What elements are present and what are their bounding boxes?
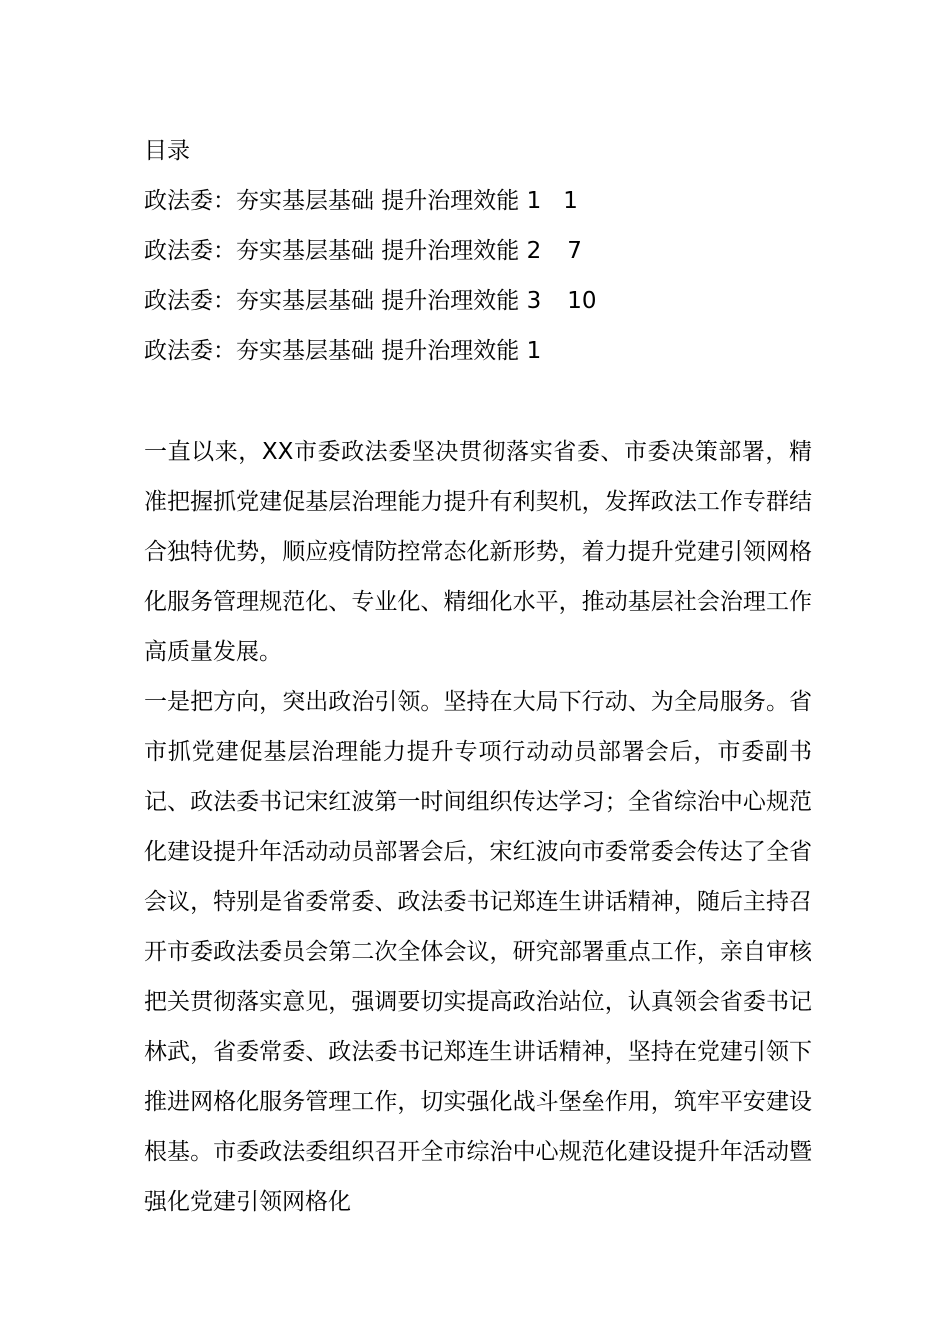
document-body <box>144 427 812 1227</box>
toc-entry[interactable] <box>144 326 844 376</box>
toc-entry-page: 1 <box>563 188 578 214</box>
body-paragraph: 一直以来，XX市委政法委坚决贯彻落实省委、市委决策部署，精准把握抓党建促基层治理能力提升有利契机，发挥政法工作专群结合独特优势，顺应疫情防控常态化新形势，着力提升党建引领网格化服务管理规范化、专业化、精细化水平，推动基层社会治理工作高质量发展。 <box>144 439 812 665</box>
toc-entry[interactable] <box>144 226 844 276</box>
toc-entry-title: 政法委：夯实基层基础 提升治理效能 1 <box>144 338 542 364</box>
body-paragraph: 一是把方向，突出政治引领。坚持在大局下行动、为全局服务。省市抓党建促基层治理能力提升专项行动动员部署会后，市委副书记、政法委书记宋红波第一时间组织传达学习；全省综治中心规范化建设提升年活动动员部署会后，宋红波向市委常委会传达了全省会议，特别是省委常委、政法委书记郑连生讲话精神，随后主持召开市委政法委员会第二次全体会议，研究部署重点工作，亲自审核把关贯彻落实意见，强调要切实提高政治站位，认真领会省委书记林武，省委常委、政法委书记郑连生讲话精神，坚持在党建引领下推进网格化服务管理工作，切实强化战斗堡垒作用，筑牢平安建设根基。市委政法委组织召开全市综治中心规范化建设提升年活动暨强化党建引领网格化 <box>144 689 812 1215</box>
table-of-contents <box>144 126 844 376</box>
toc-entry-title: 政法委：夯实基层基础 提升治理效能 3 <box>144 288 542 314</box>
toc-entry[interactable] <box>144 276 844 326</box>
toc-entry-page: 7 <box>567 238 582 264</box>
toc-entry-page: 10 <box>567 288 597 314</box>
toc-entry-title: 政法委：夯实基层基础 提升治理效能 2 <box>144 238 542 264</box>
toc-heading: 目录 <box>144 138 190 164</box>
toc-entry-title: 政法委：夯实基层基础 提升治理效能 1 <box>144 188 542 214</box>
toc-entry[interactable] <box>144 176 844 226</box>
